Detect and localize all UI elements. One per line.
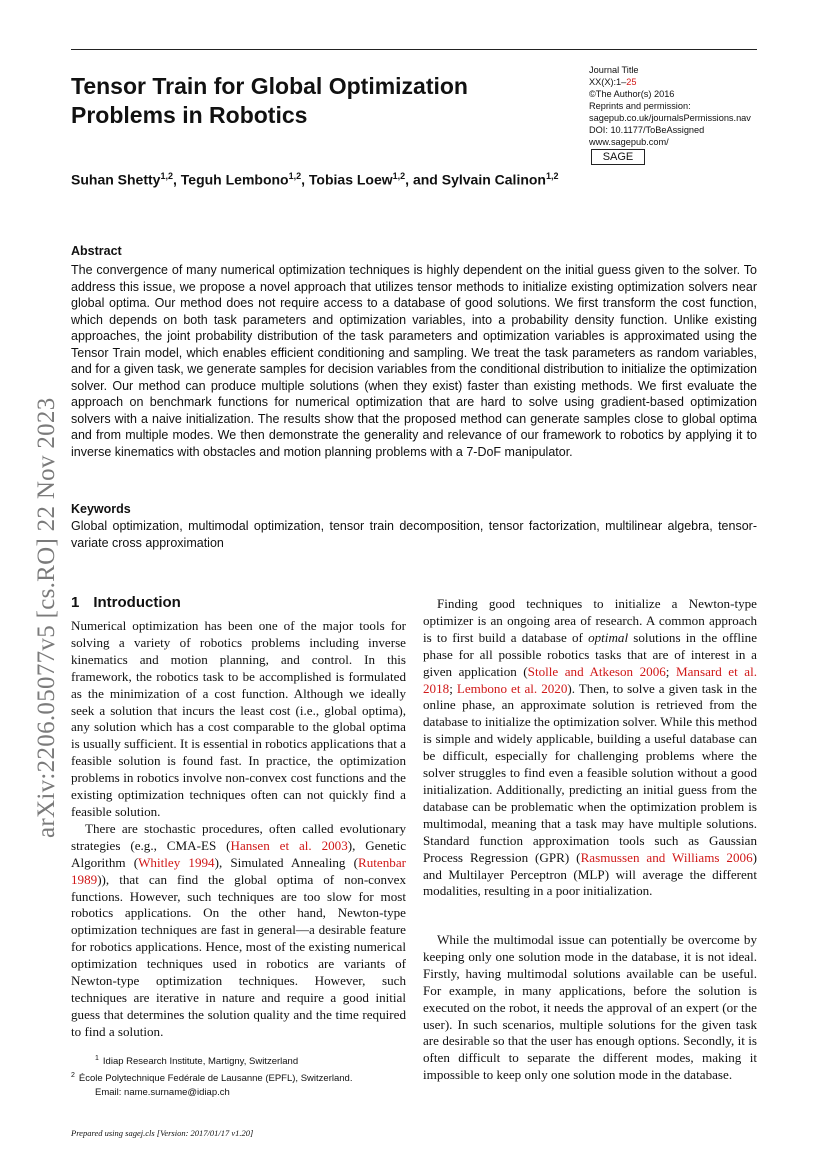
journal-volume <box>589 76 789 88</box>
keywords-heading: Keywords <box>71 502 131 516</box>
journal-info <box>589 64 789 148</box>
abstract-text: The convergence of many numerical optimization techniques is highly dependent on the initial guess given to the solver. To address this issue, we propose a novel approach that utilizes tensor methods to initialize existing optimization solvers near global optima. Our method does not require access to a database of good solutions. We first transform the cost function, which depends on both task parameters and optimization variables, into a probability density function. Unlike existing approaches, the joint probability distribution of the task parameters and optimization variables is approximated using the Tensor Train model, which enables efficient conditioning and sampling. We treat the task parameters as random variables, and for a given task, we generate samples for decision variables from the conditional distribution to initialize the optimization solver. Our method can produce multiple solutions (when they exist) faster than existing methods. We first evaluate the approach on benchmark functions for numerical optimization that are hard to solve using gradient-based optimization solvers with a naive initialization. The results show that the proposed method can generate samples close to global optima and from multiple modes. We then demonstrate the generality and relevance of our framework to robotics by applying it to inverse kinematics with obstacles and motion planning problems with a 7-DoF manipulator. <box>71 263 757 459</box>
paragraph-text: There are stochastic procedures, often called evolutionary strategies (e.g., CMA-ES ( <box>71 820 406 853</box>
paragraph-text: Finding good techniques to initialize a Newton-type optimizer is an ongoing area of research. A common approach is to first build a database of <box>423 596 757 645</box>
footnote <box>71 1052 411 1069</box>
citation-link[interactable]: Whitley 1994 <box>138 854 215 870</box>
paragraph-text: )), that can find the global optima of non-convex functions. However, such techniques are too slow for most robotics applications. On the other hand, Newton-type optimization techniques are fast in general—a desirable feature for robotics applications. Hence, most of the existing numerical optimization techniques used in robotics are variants of Newton-type optimization techniques. However, such techniques are iterative in nature and require a good initial guess that determines the solution quality and the time required to find a solution. <box>71 871 406 1039</box>
paragraph <box>423 932 757 1084</box>
section-title: Introduction <box>93 594 181 611</box>
arxiv-stamp: arXiv:2206.05077v5 [cs.RO] 22 Nov 2023 <box>33 397 60 838</box>
citation-link[interactable]: Stolle and Atkeson 2006 <box>527 663 666 679</box>
citation-link[interactable]: Lembono et al. 2020 <box>456 680 568 696</box>
paragraph-text: ). Then, to solve a given task in the online phase, an approximate solution is retrieved from the database to initialize the optimization solver. While this method is simple and widely applicable, building a useful database can be difficult, especially for challenging problems where the solver struggles to find even a feasible solution without a good initialization. Additionally, predicting an initial guess from the database can be problematic when the optimization problem is multimodal, meaning that a task may have multiple solutions. Standard function approximation tools such as Gaussian Process Regression (GPR) ( <box>423 680 757 865</box>
author-affiliation: 1,2 <box>392 171 406 181</box>
footnote-mark: 2 <box>71 1072 75 1080</box>
journal-website: www.sagepub.com/ <box>589 137 669 147</box>
author-affiliation: 1,2 <box>160 171 173 181</box>
abstract-heading: Abstract <box>71 244 122 258</box>
left-column <box>71 618 406 1041</box>
author-separator: , <box>172 171 181 188</box>
citation-link[interactable]: Rasmussen and Williams 2006 <box>580 849 753 865</box>
page-footer: Prepared using sagej.cls [Version: 2017/01/17 v1.20] <box>71 1128 254 1138</box>
paragraph <box>71 618 406 821</box>
author-name: Sylvain Calinon <box>441 171 546 188</box>
right-column <box>423 596 757 900</box>
paragraph-text: ), Genetic Algorithm ( <box>71 837 407 870</box>
journal-doi: DOI: 10.1177/ToBeAssigned <box>589 125 705 135</box>
footnote <box>71 1086 411 1100</box>
journal-reprints-url: sagepub.co.uk/journalsPermissions.nav <box>589 113 751 123</box>
section-heading <box>71 594 181 611</box>
section-number: 1 <box>71 594 80 611</box>
footnote-text: Idiap Research Institute, Martigny, Switzerland <box>102 1056 299 1068</box>
author-list <box>71 171 771 188</box>
paragraph <box>71 821 406 1041</box>
author-name: Teguh Lembono <box>180 171 289 188</box>
paragraph <box>423 596 757 900</box>
journal-volume-prefix: XX(X):1– <box>589 77 627 87</box>
paragraph-text: solutions in the offline phase for all possible robotics tasks that are of interest in a given application ( <box>423 629 758 679</box>
author-separator: , and <box>405 171 442 188</box>
paper-title: Tensor Train for Global Optimization Problems in Robotics <box>71 73 468 128</box>
paragraph-text: ) and Multilayer Perceptron (MLP) will average the different modalities, resulting in a poor initialization. <box>423 849 757 899</box>
citation-link[interactable]: Mansard et al. 2018 <box>423 663 757 696</box>
footnotes <box>71 1052 411 1100</box>
citation-link[interactable]: Rutenbar 1989 <box>71 854 406 887</box>
keywords-text: Global optimization, multimodal optimization, tensor train decomposition, tensor factorization, multilinear algebra, tensor-variate cross approximation <box>71 519 757 550</box>
footnote-mark: 1 <box>95 1055 99 1062</box>
journal-name: Journal Title <box>589 65 639 75</box>
paragraph-text: optimal <box>588 629 629 645</box>
author-affiliation: 1,2 <box>288 171 302 181</box>
paragraph-text: ; <box>665 663 676 679</box>
author-name: Tobias Loew <box>308 171 393 188</box>
sage-logo: SAGE <box>591 149 645 165</box>
journal-volume-pages[interactable]: 25 <box>626 77 637 87</box>
paragraph-text: ; <box>449 680 457 696</box>
right-column-continued <box>423 932 757 1084</box>
journal-reprints: Reprints and permission: <box>589 101 691 111</box>
paragraph-text: While the multimodal issue can potentially be overcome by keeping only one solution mode in the database, it is not ideal. Firstly, having multimodal solutions available can be useful. For example, in many applications, before the solution is executed on the robot, it needs the approval of an expert (or the user). In such scenarios, multiple solutions for the given task are desirable so that the user has enough options. Secondly, it is often difficult to separate the different modes, making it impossible to keep only one solution mode in the database. <box>423 932 757 1083</box>
journal-copyright: ©The Author(s) 2016 <box>589 89 675 99</box>
footnote-text: École Polytechnique Fedérale de Lausanne (EPFL), Switzerland. <box>78 1073 353 1085</box>
citation-link[interactable]: Hansen et al. 2003 <box>230 837 348 853</box>
paragraph-text: ), Simulated Annealing ( <box>214 854 358 870</box>
author-separator: , <box>301 171 309 188</box>
top-rule <box>71 49 757 50</box>
paragraph-text: Numerical optimization has been one of the major tools for solving a variety of robotics problems including inverse kinematics and motion planning, and control. In this framework, the robotics task to be accomplished is formulated as the minimization of a cost function. Although we ideally seek a solution that incurs the least cost (i.e., global optima), any solution which has a cost comparable to the global optima is usually sufficient. It is essential in robotics applications that a feasible solution is found fast. In practice, the optimization problems in robotics involve non-convex cost functions and the existing optimization techniques often can not quickly find a feasible solution. <box>71 618 406 819</box>
author-affiliation: 1,2 <box>545 171 559 181</box>
footnote <box>71 1069 411 1086</box>
footnote-text: Email: name.surname@idiap.ch <box>95 1087 230 1099</box>
author-name: Suhan Shetty <box>71 171 161 188</box>
